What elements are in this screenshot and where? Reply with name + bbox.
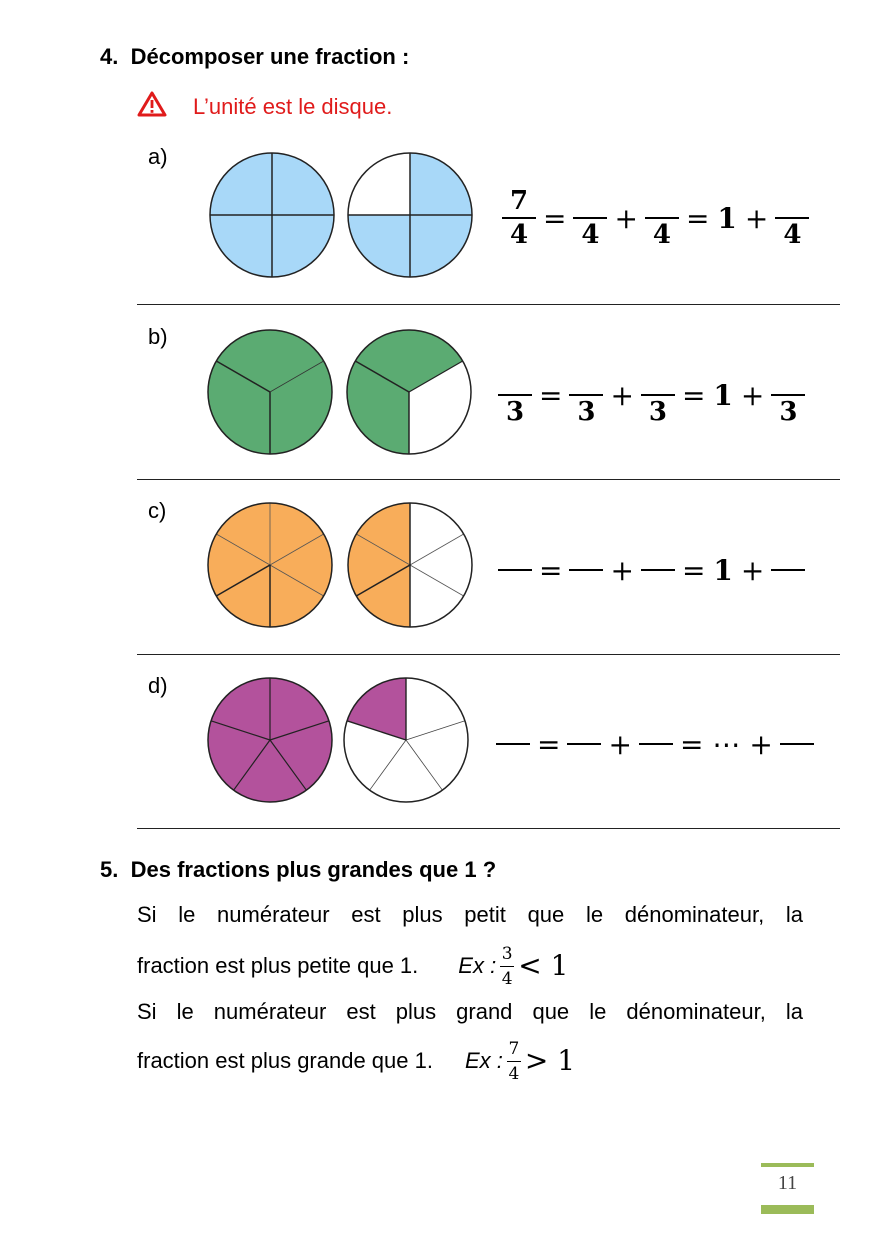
page-number: 11 [777,1172,798,1194]
fraction-4: 4 [775,185,809,251]
equation-row-d: = + = ⋯ + [494,699,816,789]
page-number-top-bar [761,1163,814,1167]
paragraph-1-line-1: Si le numérateur est plus petit que le dénominateur, la [137,902,803,927]
fraction-1 [498,537,532,603]
row-label-d: d) [148,673,168,698]
row-label-b: b) [148,324,168,349]
paragraph-1-line-2: fraction est plus petite que 1. Ex : 3 4 < 1 [137,943,569,989]
warning-triangle-icon [137,91,167,117]
page-number-bottom-bar [761,1205,814,1214]
fraction-2: 3 [569,362,603,428]
divider [137,479,840,480]
disks-row-b [204,328,476,456]
section-4-heading [100,44,409,70]
fraction-4 [780,711,814,777]
example-relation: < 1 [518,949,569,982]
section-title: Décomposer une fraction : [130,44,410,69]
divider [137,828,840,829]
divider [137,304,840,305]
divider [137,654,840,655]
disks-row-a [205,148,477,282]
row-label-c: c) [148,498,167,523]
section-number: 5. [100,857,119,882]
row-label-a: a) [148,144,168,169]
paragraph-2-line-2: fraction est plus grande que 1. Ex : 7 4 > 1 [137,1038,576,1084]
fraction-4: 3 [771,362,805,428]
equation-row-c: = + = 1 + [496,525,807,615]
paragraph-2-line-1: Si le numérateur est plus grand que le dénominateur, la [137,999,803,1024]
section-number: 4. [100,44,119,69]
disks-row-d [204,675,476,805]
disks-row-c [204,500,476,630]
fraction-2 [567,711,601,777]
fraction-1: 3 [498,362,532,428]
example-label: Ex : [458,953,497,978]
fraction-3 [641,537,675,603]
example-relation: > 1 [524,1044,576,1077]
example-label: Ex : [464,1048,503,1073]
fraction-1 [496,711,530,777]
section-5-heading [100,857,496,883]
section-title: Des fractions plus grandes que 1 ? [130,857,497,882]
equation-row-b: 3 = 3 + 3 = 1 + 3 [496,350,807,440]
fraction-3: 4 [645,185,679,251]
fraction-2: 4 [573,185,607,251]
fraction-4 [771,537,805,603]
fraction-3: 3 [641,362,675,428]
equation-row-a: $\frac{7}{4}$ = 4 + 4 = 1 + 4 [500,173,811,263]
warning-text: L’unité est le disque. [193,94,393,119]
fraction-3 [639,711,673,777]
example-fraction: 3 4 [501,943,513,989]
fraction-2 [569,537,603,603]
example-fraction: 7 4 [508,1038,520,1084]
fraction-1: $\frac{7}{4}$ [502,185,536,251]
